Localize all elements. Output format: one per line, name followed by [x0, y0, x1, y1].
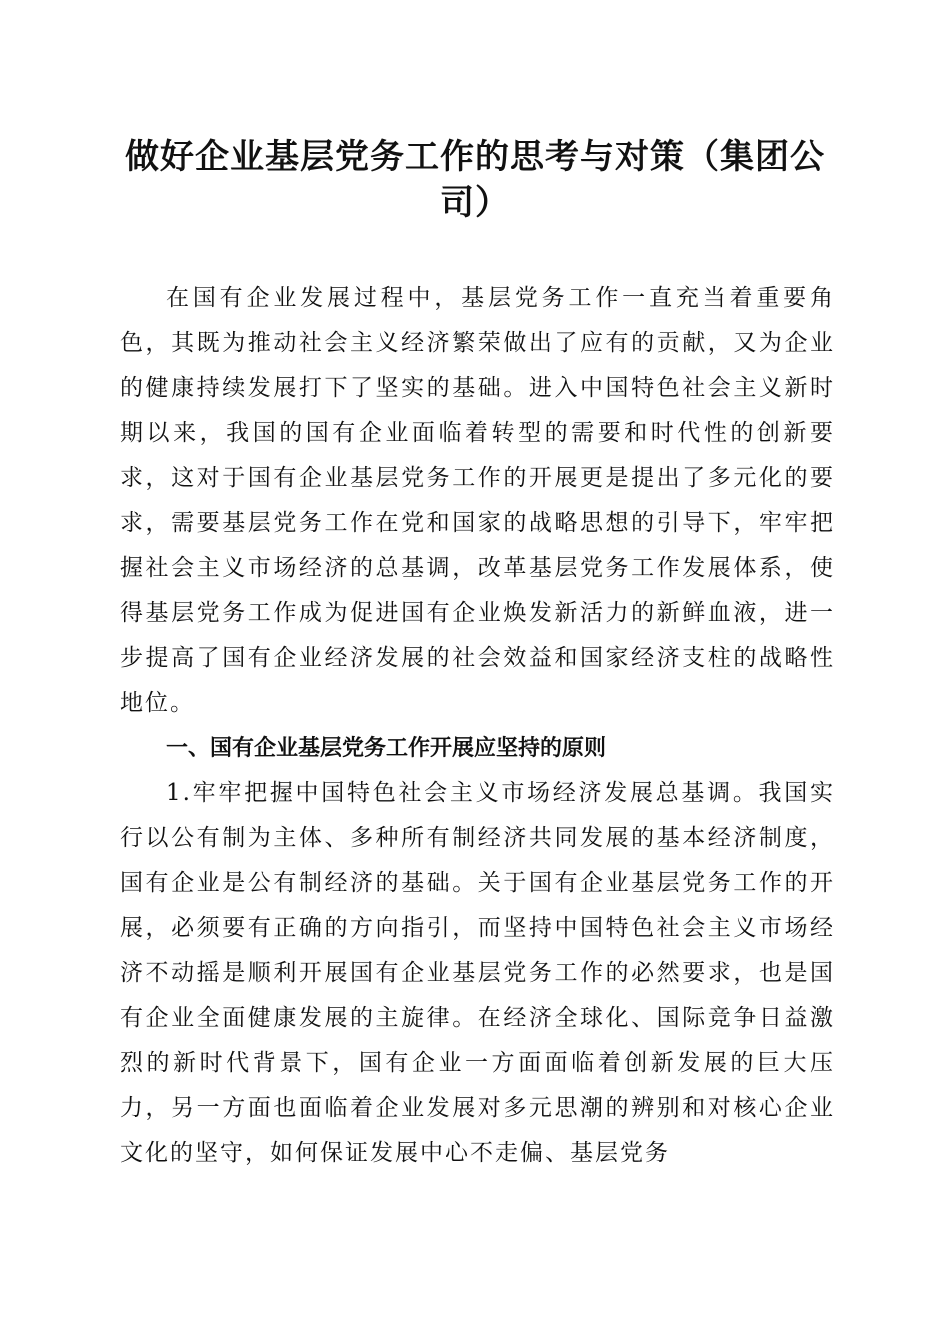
section-1-heading: 一、国有企业基层党务工作开展应坚持的原则 [166, 736, 607, 761]
section-1-item-1-paragraph: 1.牢牢把握中国特色社会主义市场经济发展总基调。我国实行以公有制为主体、多种所有制经济共同发展的基本经济制度，国有企业是公有制经济的基础。关于国有企业基层党务工作的开展，必须要有正确的方向指引，而坚持中国特色社会主义市场经济不动摇是顺利开展国有企业基层党务工作的必然要求，也是国有企业全面健康发展的主旋律。在经济全球化、国际竞争日益激烈的新时代背景下，国有企业一方面面临着创新发展的巨大压力，另一方面也面临着企业发展对多元思潮的辨别和对核心企业文化的坚守，如何保证发展中心不走偏、基层党务 [120, 780, 835, 1166]
intro-paragraph: 在国有企业发展过程中，基层党务工作一直充当着重要角色，其既为推动社会主义经济繁荣做出了应有的贡献，又为企业的健康持续发展打下了坚实的基础。进入中国特色社会主义新时期以来，我国的国有企业面临着转型的需要和时代性的创新要求，这对于国有企业基层党务工作的开展更是提出了多元化的要求，需要基层党务工作在党和国家的战略思想的引导下，牢牢把握社会主义市场经济的总基调，改革基层党务工作发展体系，使得基层党务工作成为促进国有企业焕发新活力的新鲜血液，进一步提高了国有企业经济发展的社会效益和国家经济支柱的战略性地位。 [120, 285, 835, 716]
document-title: 做好企业基层党务工作的思考与对策（集团公司） [125, 137, 825, 223]
document-body [120, 276, 835, 1176]
